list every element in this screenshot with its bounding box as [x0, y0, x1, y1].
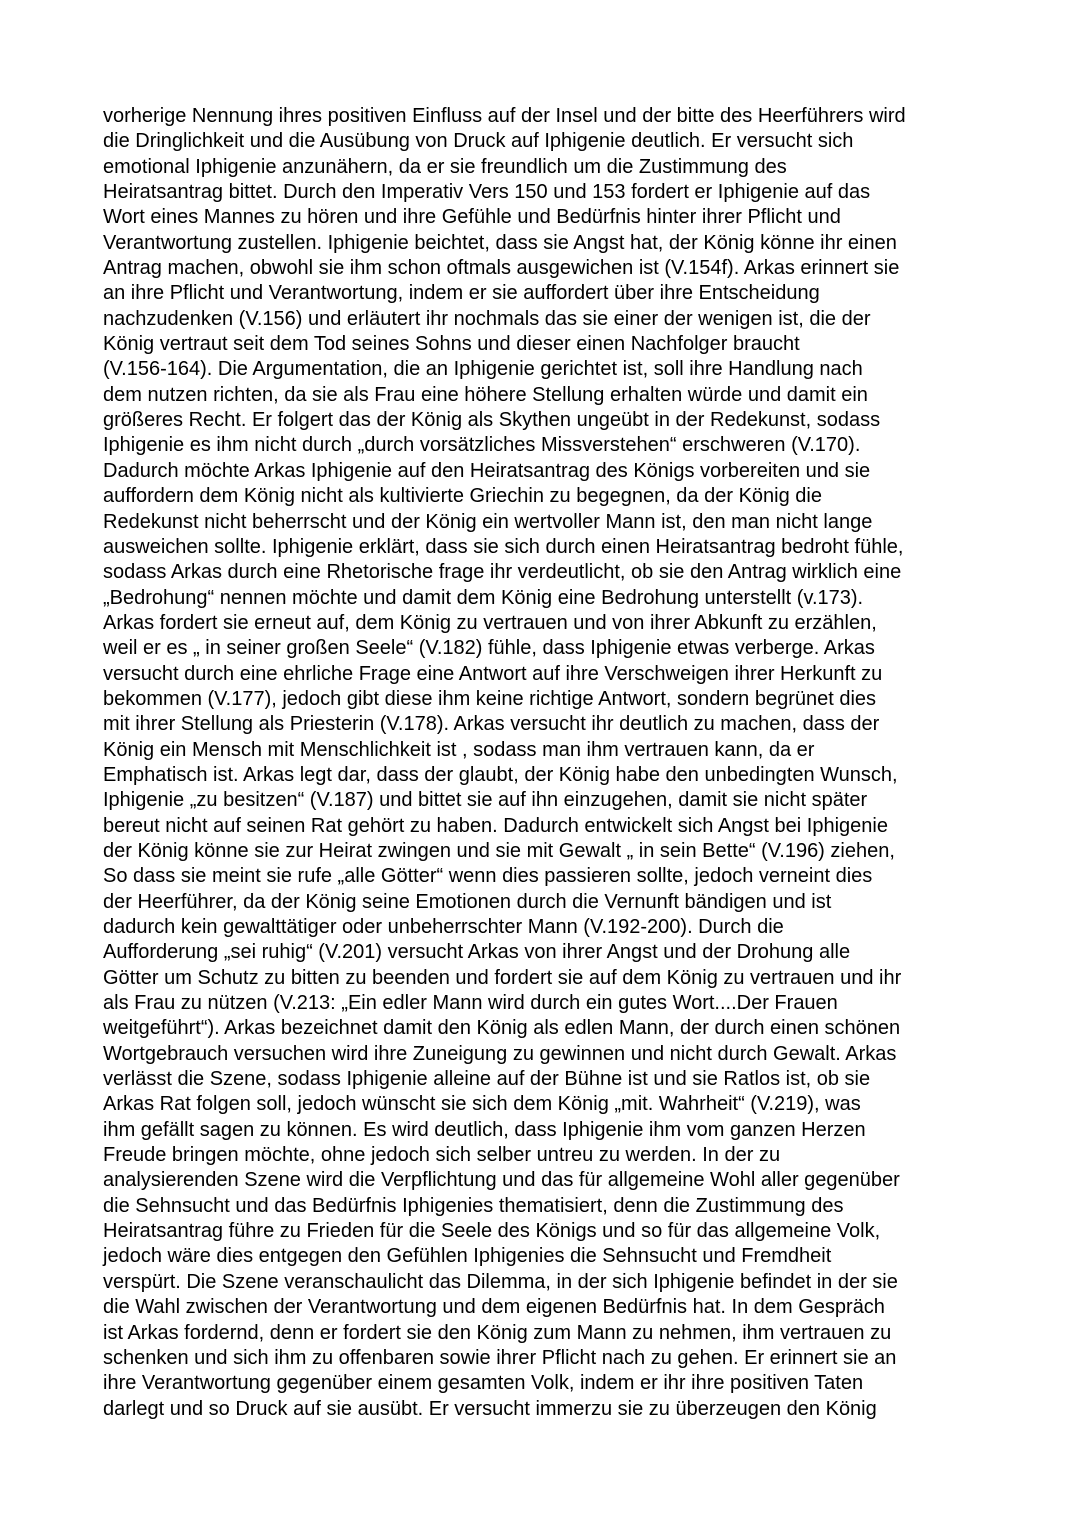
text-line: weil er es „ in seiner großen Seele“ (V.182) fühle, dass Iphigenie etwas verberge. Arkas	[103, 637, 875, 660]
text-line: als Frau zu nützen (V.213: „Ein edler Mann wird durch ein gutes Wort....Der Frauen	[103, 992, 838, 1015]
text-line: dem nutzen richten, da sie als Frau eine höhere Stellung erhalten würde und damit ein	[103, 383, 868, 406]
text-line: Aufforderung „sei ruhig“ (V.201) versucht Arkas von ihrer Angst und der Drohung alle	[103, 941, 851, 964]
text-line: Antrag machen, obwohl sie ihm schon oftmals ausgewichen ist (V.154f). Arkas erinnert sie	[103, 257, 900, 280]
text-line: Freude bringen möchte, ohne jedoch sich selber untreu zu werden. In der zu	[103, 1144, 781, 1167]
text-line: ausweichen sollte. Iphigenie erklärt, dass sie sich durch einen Heiratsantrag bedroht fühle,	[103, 535, 904, 558]
text-line: an ihre Pflicht und Verantwortung, indem er sie auffordert über ihre Entscheidung	[103, 282, 820, 305]
text-line: Wort eines Mannes zu hören und ihre Gefühle und Bedürfnis hinter ihrer Pflicht und	[103, 206, 841, 229]
text-line: mit ihrer Stellung als Priesterin (V.178). Arkas versucht ihr deutlich zu machen, dass der	[103, 713, 880, 736]
text-line: Dadurch möchte Arkas Iphigenie auf den Heiratsantrag des Königs vorbereiten und sie	[103, 459, 871, 482]
text-line: der Heerführer, da der König seine Emotionen durch die Vernunft bändigen und ist	[103, 890, 832, 913]
text-line: ist Arkas fordernd, denn er fordert sie den König zum Mann zu nehmen, ihm vertrauen zu	[103, 1321, 892, 1344]
text-line: Arkas Rat folgen soll, jedoch wünscht sie sich dem König „mit. Wahrheit“ (V.219), was	[103, 1093, 861, 1116]
text-line: Iphigenie „zu besitzen“ (V.187) und bittet sie auf ihn einzugehen, damit sie nicht später	[103, 789, 868, 812]
text-line: emotional Iphigenie anzunähern, da er sie freundlich um die Zustimmung des	[103, 155, 787, 178]
text-line: Redekunst nicht beherrscht und der König ein wertvoller Mann ist, den man nicht lange	[103, 510, 873, 533]
body-text	[103, 104, 1003, 1422]
text-line: der König könne sie zur Heirat zwingen und sie mit Gewalt „ in sein Bette“ (V.196) ziehen,	[103, 839, 895, 862]
text-line: verspürt. Die Szene veranschaulicht das Dilemma, in der sich Iphigenie befindet in der sie	[103, 1270, 898, 1293]
text-line: Arkas fordert sie erneut auf, dem König zu vertrauen und von ihrer Abkunft zu erzählen,	[103, 611, 877, 634]
text-line: jedoch wäre dies entgegen den Gefühlen Iphigenies die Sehnsucht und Fremdheit	[103, 1245, 832, 1268]
text-line: sodass Arkas durch eine Rhetorische frage ihr verdeutlicht, ob sie den Antrag wirklich eine	[103, 561, 902, 584]
text-line: ihre Verantwortung gegenüber einem gesamten Volk, indem er ihr ihre positiven Taten	[103, 1372, 864, 1395]
text-line: weitgeführt“). Arkas bezeichnet damit den König als edlen Mann, der durch einen schönen	[103, 1017, 901, 1040]
text-line: bereut nicht auf seinen Rat gehört zu haben. Dadurch entwickelt sich Angst bei Iphigenie	[103, 814, 888, 837]
text-line: Iphigenie es ihm nicht durch „durch vorsätzliches Missverstehen“ erschweren (V.170).	[103, 434, 861, 457]
text-line: Emphatisch ist. Arkas legt dar, dass der glaubt, der König habe den unbedingten Wunsch,	[103, 763, 898, 786]
text-line: die Wahl zwischen der Verantwortung und dem eigenen Bedürfnis hat. In dem Gespräch	[103, 1296, 885, 1319]
text-line: König vertraut seit dem Tod seines Sohns und dieser einen Nachfolger braucht	[103, 333, 800, 356]
text-line: die Dringlichkeit und die Ausübung von Druck auf Iphigenie deutlich. Er versucht sich	[103, 130, 854, 153]
text-line: auffordern dem König nicht als kultivierte Griechin zu begegnen, da der König die	[103, 485, 822, 508]
text-line: Heiratsantrag führe zu Frieden für die Seele des Königs und so für das allgemeine Volk,	[103, 1220, 881, 1243]
text-line: „Bedrohung“ nennen möchte und damit dem König eine Bedrohung unterstellt (v.173).	[103, 586, 864, 609]
text-line: nachzudenken (V.156) und erläutert ihr nochmals das sie einer der wenigen ist, die der	[103, 307, 871, 330]
text-line: Wortgebrauch versuchen wird ihre Zuneigung zu gewinnen und nicht durch Gewalt. Arkas	[103, 1042, 897, 1065]
text-line: verlässt die Szene, sodass Iphigenie alleine auf der Bühne ist und sie Ratlos ist, ob sie	[103, 1068, 871, 1091]
text-line: darlegt und so Druck auf sie ausübt. Er versucht immerzu sie zu überzeugen den König	[103, 1397, 877, 1420]
text-line: vorherige Nennung ihres positiven Einfluss auf der Insel und der bitte des Heerführers wird	[103, 105, 906, 127]
text-line: schenken und sich ihm zu offenbaren sowie ihrer Pflicht nach zu gehen. Er erinnert sie an	[103, 1346, 897, 1369]
text-line: größeres Recht. Er folgert das der König als Skythen ungeübt in der Redekunst, sodass	[103, 409, 881, 432]
text-line: Götter um Schutz zu bitten zu beenden und fordert sie auf dem König zu vertrauen und ihr	[103, 966, 902, 989]
text-line: versucht durch eine ehrliche Frage eine Antwort auf ihre Verschweigen ihrer Herkunft zu	[103, 662, 883, 685]
text-line: ihm gefällt sagen zu können. Es wird deutlich, dass Iphigenie ihm vom ganzen Herzen	[103, 1118, 866, 1141]
text-line: bekommen (V.177), jedoch gibt diese ihm keine richtige Antwort, sondern begrünet dies	[103, 687, 877, 710]
text-line: analysierenden Szene wird die Verpflichtung und das für allgemeine Wohl aller gegenüber	[103, 1169, 900, 1192]
text-line: König ein Mensch mit Menschlichkeit ist , sodass man ihm vertrauen kann, da er	[103, 738, 815, 761]
text-line: So dass sie meint sie rufe „alle Götter“ wenn dies passieren sollte, jedoch verneint dies	[103, 865, 873, 888]
text-line: Heiratsantrag bittet. Durch den Imperativ Vers 150 und 153 fordert er Iphigenie auf das	[103, 181, 871, 204]
text-line: dadurch kein gewalttätiger oder unbeherrschter Mann (V.192-200). Durch die	[103, 916, 784, 938]
text-line: die Sehnsucht und das Bedürfnis Iphigenies thematisiert, denn die Zustimmung des	[103, 1194, 844, 1217]
text-line: Verantwortung zustellen. Iphigenie beichtet, dass sie Angst hat, der König könne ihr einen	[103, 231, 897, 254]
text-line: (V.156-164). Die Argumentation, die an Iphigenie gerichtet ist, soll ihre Handlung nach	[103, 358, 863, 381]
